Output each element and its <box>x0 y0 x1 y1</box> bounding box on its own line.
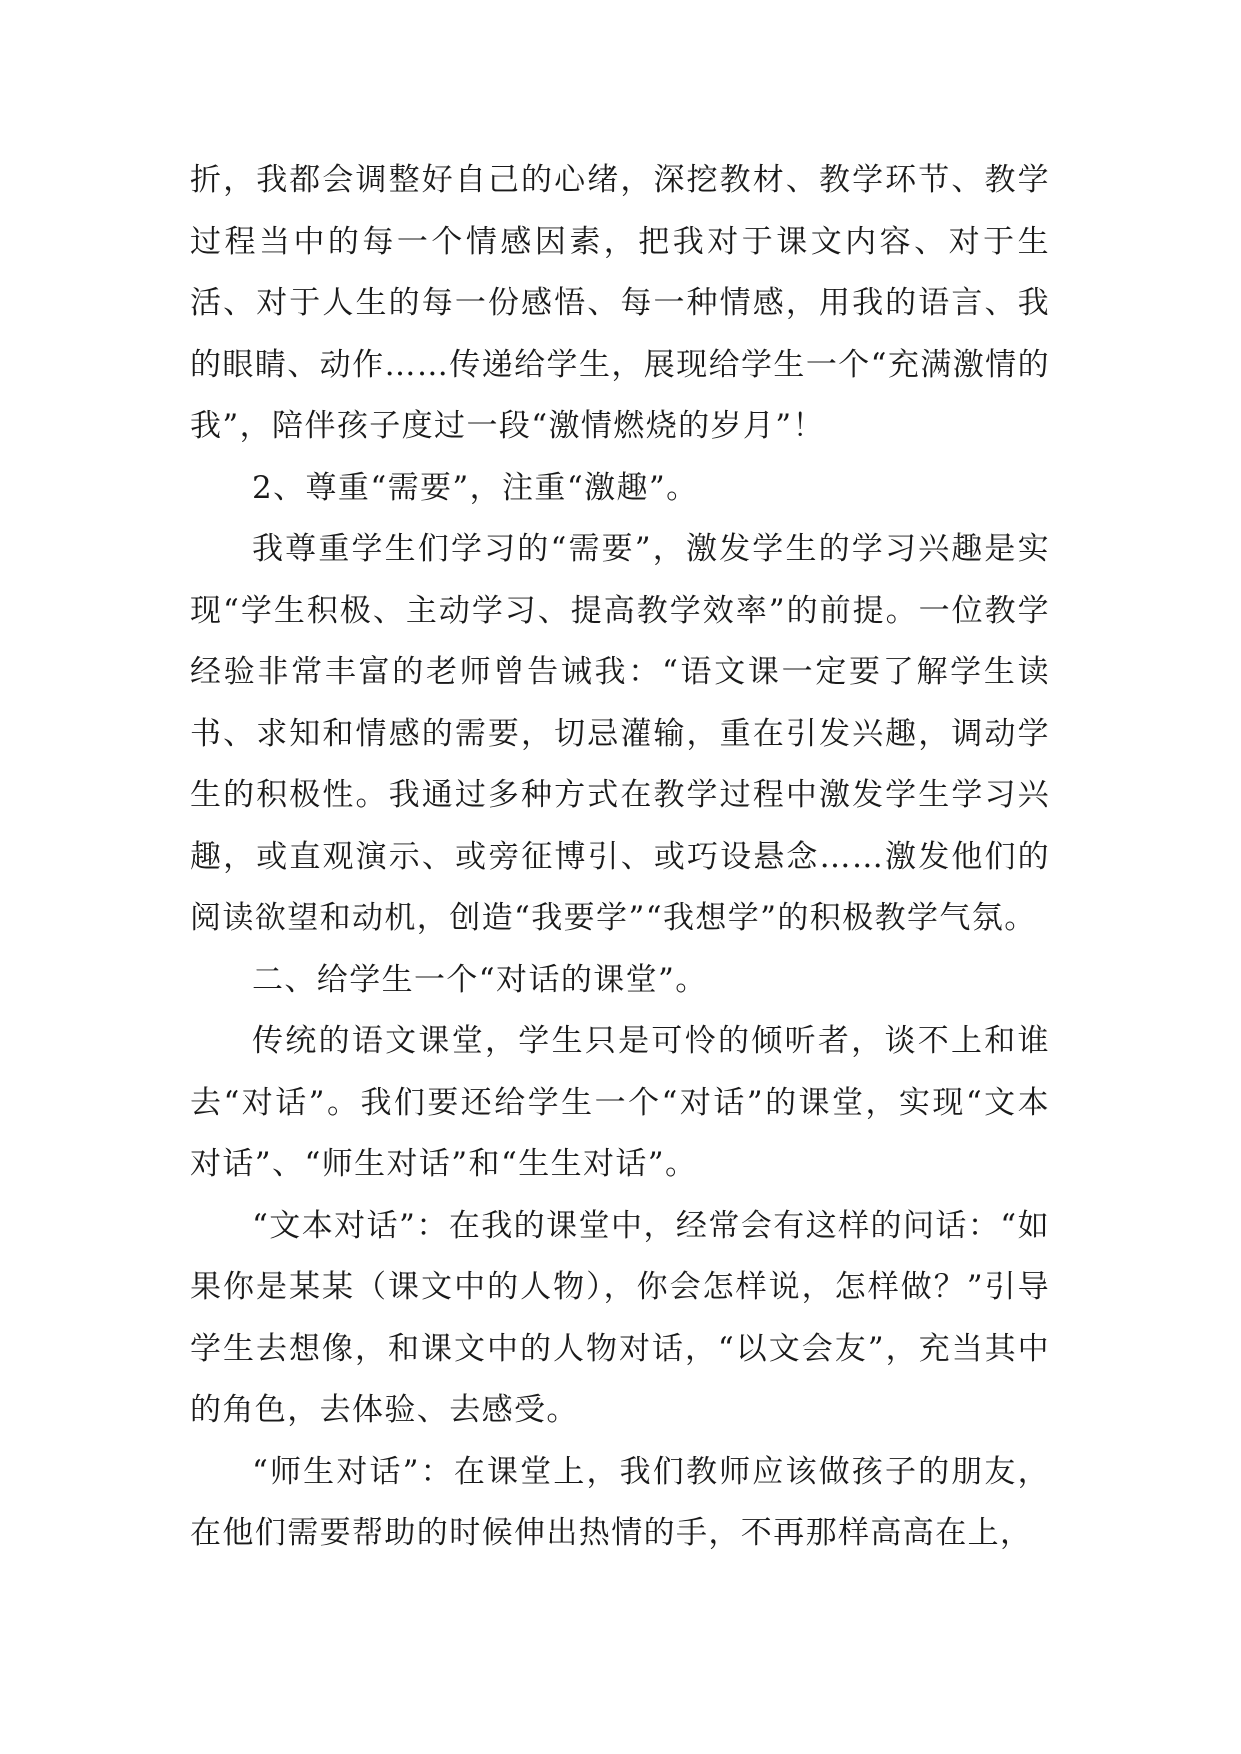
paragraph-text-dialogue: “文本对话”：在我的课堂中，经常会有这样的问话：“如果你是某某（课文中的人物），你会怎样说，怎样做？”引导学生去想像，和课文中的人物对话，“以文会友”，充当其中的角色，去体验、去感受。 <box>190 1207 1050 1428</box>
paragraph-continuation: 折，我都会调整好自己的心绪，深挖教材、教学环节、教学过程当中的每一个情感因素，把我对于课文内容、对于生活、对于人生的每一份感悟、每一种情感，用我的语言、我的眼睛、动作……传递给学生，展现给学生一个“充满激情的我”，陪伴孩子度过一段“激情燃烧的岁月”！ <box>190 162 1050 444</box>
section-heading-dialogue-classroom: 二、给学生一个“对话的课堂”。 <box>252 961 708 998</box>
paragraph-interest: 我尊重学生们学习的“需要”，激发学生的学习兴趣是实现“学生积极、主动学习、提高教学效率”的前提。一位教学经验非常丰富的老师曾告诫我：“语文课一定要了解学生读书、求知和情感的需要，切忌灌输，重在引发兴趣，调动学生的积极性。我通过多种方式在教学过程中激发学生学习兴趣，或直观演示、或旁征博引、或巧设悬念……激发他们的阅读欲望和动机，创造“我要学”“我想学”的积极教学气氛。 <box>190 531 1050 936</box>
paragraph-teacher-student-dialogue: “师生对话”：在课堂上，我们教师应该做孩子的朋友，在他们需要帮助的时候伸出热情的手，不再那样高高在上， <box>190 1453 1050 1551</box>
document-page <box>190 150 1050 1565</box>
section-heading-respect-needs: 2、尊重“需要”，注重“激趣”。 <box>252 469 699 506</box>
paragraph-traditional-classroom: 传统的语文课堂，学生只是可怜的倾听者，谈不上和谁去“对话”。我们要还给学生一个“对话”的课堂，实现“文本对话”、“师生对话”和“生生对话”。 <box>190 1023 1050 1182</box>
